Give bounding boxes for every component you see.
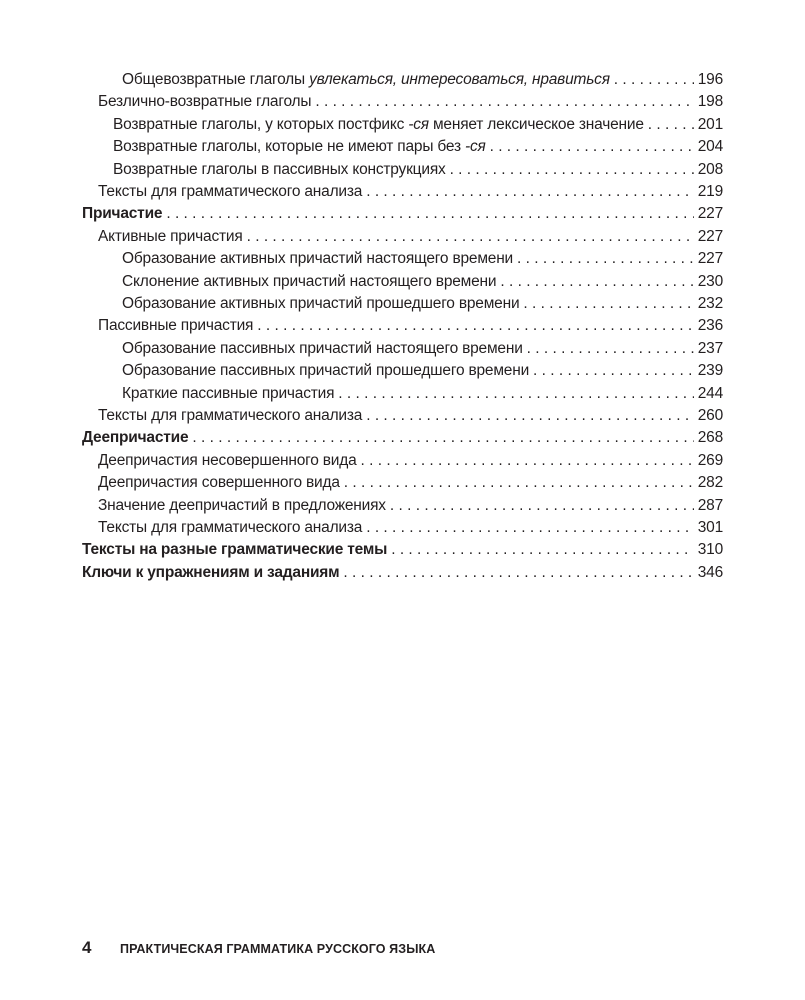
toc-entry — [98, 93, 723, 115]
dot-leader — [500, 273, 693, 291]
toc-entry — [82, 205, 723, 227]
toc-entry-page: 232 — [697, 295, 723, 312]
dot-leader — [338, 385, 693, 403]
toc-title-part: Деепричастия совершенного вида — [98, 474, 340, 492]
toc-title-part: Причастие — [82, 205, 163, 223]
toc-title-part: Тексты для грамматического анализа — [98, 407, 363, 424]
toc-entry-page: 260 — [697, 407, 723, 424]
dot-leader — [390, 497, 694, 515]
dot-leader — [527, 340, 694, 358]
toc-entry — [82, 429, 723, 451]
running-title: ПРАКТИЧЕСКАЯ ГРАММАТИКА РУССКОГО ЯЗЫКА — [120, 942, 436, 956]
toc-title-part: Тексты для грамматического анализа — [98, 183, 363, 200]
toc-entry — [122, 385, 723, 407]
toc-entry — [98, 474, 723, 496]
toc-entry-page: 310 — [697, 541, 723, 559]
toc-title-part: Возвратные глаголы в пассивных конструкциях — [113, 160, 446, 178]
toc-entry-title — [98, 497, 386, 515]
toc-title-part: Образование пассивных причастий настоящего времени — [122, 339, 523, 357]
toc-title-part: Ключи к упражнениям и заданиям — [82, 563, 340, 581]
dot-leader — [315, 93, 693, 111]
toc-entry-title — [82, 541, 387, 559]
toc-entry-page: 219 — [697, 183, 723, 200]
toc-entry-title — [98, 474, 340, 492]
toc-title-part: Возвратные глаголы, у которых постфикс — [113, 115, 409, 133]
toc-entry-title — [122, 362, 529, 380]
toc-entry — [98, 317, 723, 339]
toc-entry-title — [98, 93, 311, 111]
toc-entry-title — [98, 317, 253, 335]
toc-entry-page: 227 — [697, 227, 723, 245]
toc-entry-title — [122, 385, 334, 403]
toc-entry-page: 282 — [697, 474, 723, 492]
toc-entry — [98, 452, 723, 474]
toc-entry-title — [122, 71, 610, 89]
page-footer — [82, 938, 435, 958]
dot-leader — [366, 183, 694, 201]
toc-entry — [122, 71, 723, 93]
toc-entry — [122, 295, 723, 317]
dot-leader — [247, 228, 694, 246]
dot-leader — [166, 205, 693, 223]
toc-title-part: Склонение активных причастий настоящего времени — [122, 272, 497, 290]
toc-title-part: Тексты на разные грамматические темы — [82, 541, 388, 559]
toc-title-part: Общевозвратные глаголы — [122, 71, 310, 88]
toc-entry — [82, 564, 723, 586]
toc-entry-page: 269 — [697, 451, 723, 469]
toc-title-part: Пассивные причастия — [98, 317, 254, 335]
toc-entry-page: 198 — [697, 93, 723, 111]
dot-leader — [523, 295, 693, 313]
toc-entry-title — [98, 519, 362, 537]
toc-entry-page: 227 — [697, 205, 723, 223]
toc-entry-title — [122, 295, 519, 313]
toc-entry — [98, 497, 723, 519]
dot-leader — [391, 541, 694, 559]
dot-leader — [257, 317, 693, 335]
toc-entry-page: 239 — [697, 362, 723, 380]
toc-entry — [98, 407, 723, 429]
toc-title-part: Краткие пассивные причастия — [122, 384, 335, 402]
toc-entry-page: 201 — [697, 115, 723, 133]
toc-entry-page: 301 — [697, 519, 723, 536]
toc-title-part: Безлично-возвратные глаголы — [98, 93, 312, 111]
toc-entry — [122, 362, 723, 384]
toc-entry-title — [122, 340, 523, 358]
toc-title-italic-part: увлекаться, интересоваться, нравиться — [309, 71, 610, 88]
dot-leader — [366, 519, 694, 537]
dot-leader — [648, 116, 694, 134]
toc-entry — [98, 183, 723, 205]
dot-leader — [344, 474, 694, 492]
toc-entry — [113, 138, 723, 160]
toc-entry-page: 196 — [697, 71, 723, 88]
toc-entry — [113, 116, 723, 138]
toc-entry-title — [98, 183, 362, 201]
dot-leader — [490, 138, 694, 156]
page-number: 4 — [82, 938, 92, 957]
toc-entry-title — [98, 228, 243, 246]
toc-title-part: Образование активных причастий прошедшего времени — [122, 295, 520, 312]
toc-entry-page: 346 — [697, 563, 723, 581]
toc-entry-title — [113, 138, 486, 156]
toc-title-italic-part: -ся — [408, 115, 429, 133]
toc-entry — [122, 273, 723, 295]
toc-entry-page: 287 — [697, 496, 723, 514]
toc-title-part: Активные причастия — [98, 227, 243, 245]
dot-leader — [192, 429, 693, 447]
toc-title-part: Образование пассивных причастий прошедшего времени — [122, 362, 530, 380]
toc-entry-title — [82, 564, 339, 582]
toc-entry-page: 237 — [697, 339, 723, 357]
toc-entry-page: 227 — [697, 250, 723, 268]
dot-leader — [533, 362, 694, 380]
toc-entry-page: 208 — [697, 160, 723, 178]
toc-entry — [113, 161, 723, 183]
toc-entry-page: 268 — [697, 429, 723, 447]
toc-entry-page: 244 — [697, 384, 723, 402]
toc-entry-title — [113, 161, 446, 179]
dot-leader — [614, 71, 694, 89]
toc-title-part: Образование активных причастий настоящего времени — [122, 250, 514, 268]
toc-title-part: Возвратные глаголы, которые не имеют пары без — [113, 138, 465, 156]
toc-title-italic-part: -ся — [464, 138, 486, 156]
toc-entry-title — [113, 116, 644, 134]
toc-entry-title — [98, 452, 357, 470]
toc-entry-title — [82, 429, 188, 447]
toc-entry — [122, 250, 723, 272]
toc-title-part: меняет лексическое значение — [428, 115, 644, 133]
toc-title-part: Тексты для грамматического анализа — [98, 519, 363, 536]
dot-leader — [361, 452, 694, 470]
toc-entry — [122, 340, 723, 362]
dot-leader — [343, 564, 693, 582]
toc-entry-page: 236 — [697, 317, 723, 335]
toc-entry-page: 204 — [697, 138, 723, 156]
toc-entry — [98, 519, 723, 541]
dot-leader — [517, 250, 694, 268]
toc-title-part: Деепричастия несовершенного вида — [98, 451, 357, 469]
toc-title-part: Деепричастие — [82, 429, 189, 447]
toc-title-part: Значение деепричастий в предложениях — [98, 496, 386, 514]
toc-entry-title — [122, 273, 496, 291]
dot-leader — [450, 161, 694, 179]
toc-entry-title — [82, 205, 162, 223]
toc-entry — [98, 228, 723, 250]
toc-entry-title — [122, 250, 513, 268]
toc-entry-title — [98, 407, 362, 425]
toc-entry-page: 230 — [697, 272, 723, 290]
dot-leader — [366, 407, 694, 425]
toc-entry — [82, 541, 723, 563]
